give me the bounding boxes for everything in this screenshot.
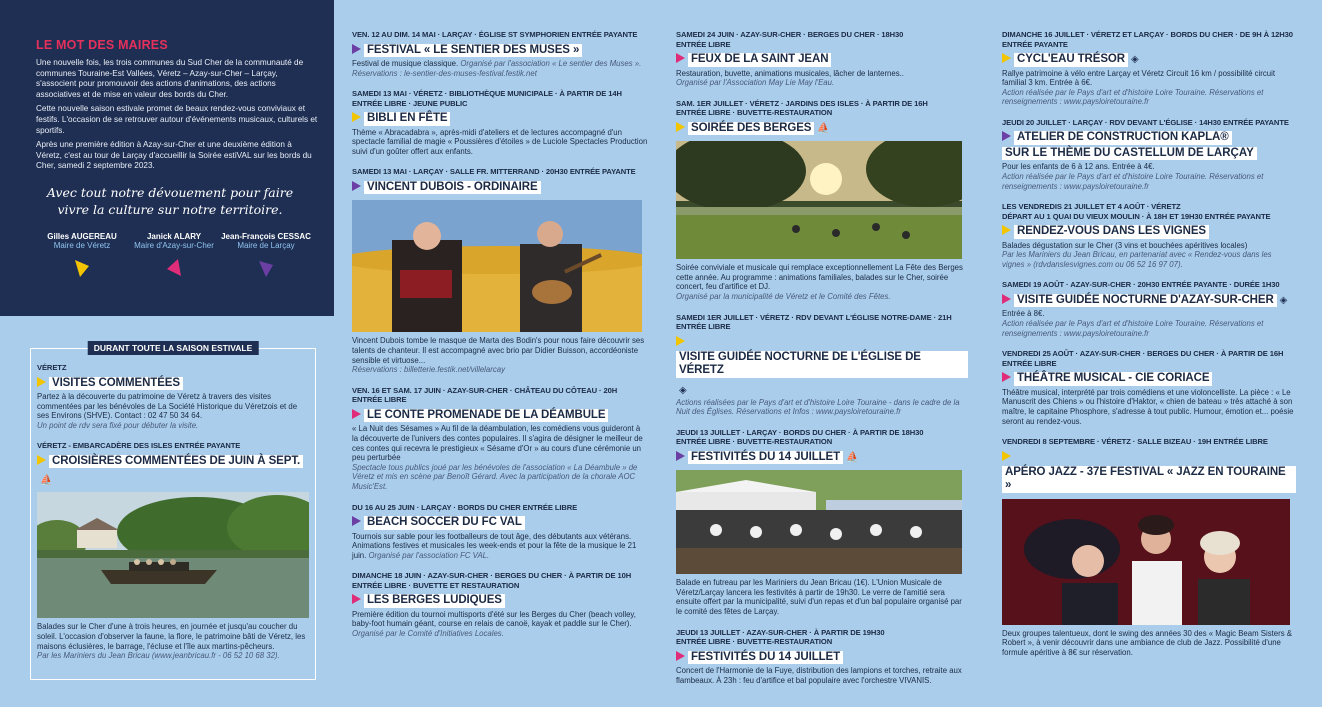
events-column-2 xyxy=(676,30,968,696)
event-beach-soccer xyxy=(352,503,648,561)
events-column-3 xyxy=(1002,30,1296,668)
sailboat-icon: ⛵ xyxy=(817,122,830,134)
event-tag: ENTRÉE PAYANTE xyxy=(1222,117,1289,127)
purple-flag-icon xyxy=(258,258,274,278)
event-title: RENDEZ-VOUS DANS LES VIGNES xyxy=(1014,225,1209,239)
event-title: APÉRO JAZZ - 37E FESTIVAL « JAZZ EN TOURAINE » xyxy=(1002,466,1296,493)
sailboat-icon: ⛵ xyxy=(846,451,859,463)
riverbank-photo xyxy=(676,141,962,259)
pays-art-histoire-icon: ◈ xyxy=(1279,294,1288,306)
event-title: VINCENT DUBOIS - ORDINAIRE xyxy=(364,181,541,195)
event-meta: JEUDI 13 JUILLET · AZAY-SUR-CHER · À PARTIR DE 19H30 xyxy=(676,627,885,637)
signers xyxy=(36,232,318,278)
event-desc: Partez à la découverte du patrimoine de Véretz à travers des visites commentées par les bénévoles de La Société Historique du Véretzois et de ses Environs (SHVE). Contact : 02 47 50 34 64. xyxy=(37,392,298,421)
musicians-photo xyxy=(352,200,642,332)
event-tag: ENTRÉE PAYANTE · DURÉE 1H30 xyxy=(1161,280,1280,290)
purple-flag-icon xyxy=(352,516,361,526)
event-meta-text: VÉRETZ - EMBARCADÈRE DES ISLES xyxy=(37,441,173,451)
mayors-paragraph-2: Cette nouvelle saison estivale promet de beaux rendez-vous conviviaux et festifs. L'occasion de se retrouver autour d'événements musicaux, culturels et sportifs. xyxy=(36,104,318,135)
event-desc: Pour les enfants de 6 à 12 ans. Entrée à 4€. xyxy=(1002,162,1155,172)
pink-flag-icon xyxy=(1002,294,1011,304)
yellow-flag-icon xyxy=(37,455,46,465)
event-tag: ENTRÉE LIBRE xyxy=(1002,358,1057,368)
event-title: LE CONTE PROMENADE DE LA DÉAMBULE xyxy=(364,409,608,423)
yellow-flag-icon xyxy=(1002,225,1011,235)
event-title: VISITES COMMENTÉES xyxy=(49,377,183,391)
event-note: Par les Mariniers du Jean Bricau, en partenariat avec « Rendez-vous dans les vignes » (rdvdanslesvignes.com ou 06 52 16 97 07). xyxy=(1002,250,1272,269)
event-tag: ENTRÉE LIBRE xyxy=(676,322,731,332)
event-rdv-vignes xyxy=(1002,202,1296,269)
event-title: THÉÂTRE MUSICAL - CIE CORIACE xyxy=(1014,372,1212,386)
mayors-paragraph-1: Une nouvelle fois, les trois communes du Sud Cher de la communauté de communes Touraine-Est Vallées, Véretz – Azay-sur-Cher – Larçay, s'associent pour promouvoir des actions d'animations, des actions associatives et de mise en valeur des bords du Cher. xyxy=(36,58,304,99)
event-desc: Entrée à 8€. xyxy=(1002,309,1045,319)
event-soiree-berges xyxy=(676,99,968,302)
signer-name: Janick ALARY xyxy=(146,231,202,241)
event-croisieres xyxy=(37,441,309,660)
event-cycleau-tresor xyxy=(1002,30,1296,107)
event-note: Action réalisée par le Pays d'art et d'histoire Loire Touraine. Réservations et renseignements : www.paysloiretouraine.fr xyxy=(1002,319,1264,338)
event-tag: ENTRÉE PAYANTE xyxy=(174,441,241,451)
signer-name: Jean-François CESSAC xyxy=(221,231,311,241)
event-desc: Vincent Dubois tombe le masque de Marta des Bodin's pour nous faire découvrir ses talents de chanteur. Il est accompagné avec brio par Didier Buisson, accordéoniste sensible et virtuose... xyxy=(352,336,645,365)
event-meta-text: DÉPART AU 1 QUAI DU VIEUX MOULIN · À 18H ET 19H30 xyxy=(1002,211,1203,221)
event-title: LES BERGES LUDIQUES xyxy=(364,594,505,608)
pink-flag-icon xyxy=(1002,372,1011,382)
event-tag: ENTRÉE PAYANTE xyxy=(1002,39,1068,49)
event-meta: VENDREDI 25 AOÛT · AZAY-SUR-CHER · BERGES DU CHER · À PARTIR DE 16H xyxy=(1002,349,1284,359)
event-note: Actions réalisées par le Pays d'art et d'histoire Loire Touraine - dans le cadre de la Nuit des Églises. Réservations et Infos : www.paysloiretouraine.fr xyxy=(676,397,960,417)
event-desc xyxy=(352,59,648,78)
event-meta: VÉRETZ xyxy=(37,363,67,372)
event-meta: SAM. 1ER JUILLET · VÉRETZ · JARDINS DES ISLES · À PARTIR DE 16H xyxy=(676,98,928,108)
event-title: BIBLI EN FÊTE xyxy=(364,112,450,126)
signer-role: Maire de Véretz xyxy=(53,240,111,250)
event-tag: ENTRÉE LIBRE xyxy=(352,395,407,405)
event-festivites-azay xyxy=(676,628,968,686)
event-meta xyxy=(352,30,648,40)
event-meta: JEUDI 13 JUILLET · LARÇAY · BORDS DU CHER · À PARTIR DE 18H30 xyxy=(676,427,924,437)
event-meta xyxy=(1002,118,1296,128)
event-desc: Thème « Abracadabra », après-midi d'ateliers et de lectures accompagné d'un spectacle familial de magie « Poussières d'étoiles » de Luciole Spectacles Production suivi d'un goûter offert aux enfants. xyxy=(352,127,648,156)
event-note: Spectacle tous publics joué par les bénévoles de l'association « La Déambule » de Véretz et mis en scène par Benoît Gérard. Avec la participation de la chorale AOC Music'Est. xyxy=(352,462,638,491)
event-note: Organisé par la municipalité de Véretz et le Comité des Fêtes. xyxy=(676,291,891,301)
event-tag: ENTRÉE LIBRE · BUVETTE-RESTAURATION xyxy=(676,108,833,118)
yellow-flag-icon xyxy=(1002,451,1011,461)
event-meta: SAMEDI 1ER JUILLET · VÉRETZ · RDV DEVANT L'ÉGLISE NOTRE-DAME · 21H xyxy=(676,312,952,322)
event-meta-text: SAMEDI 19 AOÛT · AZAY-SUR-CHER · 20H30 xyxy=(1002,280,1160,290)
event-title: CYCL'EAU TRÉSOR xyxy=(1014,53,1128,67)
event-note: Organisé par l'association FC VAL. xyxy=(368,550,490,560)
event-meta xyxy=(1002,280,1296,290)
event-desc: Restauration, buvette, animations musicales, lâcher de lanternes.. xyxy=(676,68,904,78)
event-title: VISITE GUIDÉE NOCTURNE D'AZAY-SUR-CHER xyxy=(1014,294,1277,308)
event-feux-saint-jean xyxy=(676,30,968,88)
event-desc: « La Nuit des Sésames » Au fil de la déambulation, les comédiens vous guideront à la découverte de l'univers des contes populaires. Il s'agira de désigner le meilleur de ces contes qui recevra le prestigieux « Sésame d'Or » au cours d'une cérémonie un peu perturbée xyxy=(352,424,643,463)
event-title: FEUX DE LA SAINT JEAN xyxy=(688,53,831,67)
event-desc-text: Festival de musique classique. xyxy=(352,59,459,68)
event-desc xyxy=(352,610,648,639)
events-column-1 xyxy=(352,30,648,650)
signer-veretz xyxy=(36,232,128,278)
mayors-title: LE MOT DES MAIRES xyxy=(36,38,168,52)
event-title: FESTIVITÉS DU 14 JUILLET xyxy=(688,651,843,665)
event-meta xyxy=(352,503,648,513)
purple-flag-icon xyxy=(352,181,361,191)
event-festivites-larcay xyxy=(676,428,968,617)
event-meta: SAMEDI 13 MAI · VÉRETZ · BIBLIOTHÈQUE MUNICIPALE · À PARTIR DE 14H xyxy=(352,89,622,99)
event-desc: Théâtre musical, interprété par trois comédiens et une violoncelliste. La pièce : « Le Manuscrit des Chiens » ou l'histoire d'Haktor, « chien de bateau » très attaché à son maître, le capitaine Phosphore, s'adresse à tout public. Humour, émotion et... poésie seront au rendez-vous. xyxy=(1002,387,1294,426)
event-meta xyxy=(352,167,648,177)
event-note: Réservations : billetterie.festik.net/villelarcay xyxy=(352,365,505,375)
event-apero-jazz xyxy=(1002,437,1296,657)
event-meta: VEN. 16 ET SAM. 17 JUIN · AZAY-SUR-CHER · CHÂTEAU DU CÔTEAU · 20H xyxy=(352,385,618,395)
event-title-line-2: SUR LE THÈME DU CASTELLUM DE LARÇAY xyxy=(1002,147,1257,161)
event-desc-text: Tournois sur sable pour les footballeurs de tout âge, des débutants aux vétérans. Animations festives et musicales les week-ends et pour la fête de la musique le 21 juin. xyxy=(352,531,637,560)
event-berges-ludiques xyxy=(352,571,648,638)
yellow-flag-icon xyxy=(74,258,90,278)
pink-flag-icon xyxy=(676,651,685,661)
event-desc: Balades dégustation sur le Cher (3 vins et bouchées apéritives locales) xyxy=(1002,240,1248,250)
event-title: FESTIVAL « LE SENTIER DES MUSES » xyxy=(364,44,582,58)
event-title: FESTIVITÉS DU 14 JUILLET xyxy=(688,451,843,465)
boat-photo xyxy=(37,492,309,618)
event-title: VISITE GUIDÉE NOCTURNE DE L'ÉGLISE DE VÉRETZ xyxy=(676,351,968,378)
event-desc-text: Première édition du tournoi multisports d'été sur les Berges du Cher (beach volley, baby-foot humain géant, course en relais de canoë, kayak et paddle sur le Cher). xyxy=(352,609,636,629)
signer-role: Maire d'Azay-sur-Cher xyxy=(134,240,214,250)
event-conte-promenade xyxy=(352,386,648,492)
purple-flag-icon xyxy=(676,451,685,461)
event-note: Par les Mariniers du Jean Bricau (www.jeanbricau.fr - 06 52 10 68 32). xyxy=(37,651,280,661)
event-meta: SAMEDI 24 JUIN · AZAY-SUR-CHER · BERGES DU CHER · 18H30 xyxy=(676,30,904,39)
yellow-flag-icon xyxy=(1002,53,1011,63)
event-note: Organisé par le Comité d'Initiatives Locales. xyxy=(352,628,504,638)
event-tag: ENTRÉE LIBRE · BUVETTE-RESTAURATION xyxy=(676,637,833,647)
purple-flag-icon xyxy=(352,44,361,54)
event-desc: Deux groupes talentueux, dont le swing des années 30 des « Magic Beam Sisters & Robert », à venir découvrir dans une ambiance de club de Jazz. Possibilité d'une formule apéritive à 8€ sur réservation. xyxy=(1002,628,1292,657)
pink-flag-icon xyxy=(676,53,685,63)
event-note: Action réalisée par le Pays d'art et d'histoire Loire Touraine. Réservations et renseignements : www.paysloiretouraine.fr xyxy=(1002,171,1264,191)
sailboat-icon: ⛵ xyxy=(40,475,53,487)
mayors-word-panel xyxy=(0,0,334,316)
event-tag: ENTRÉE PAYANTE xyxy=(571,30,638,39)
event-meta: DIMANCHE 18 JUIN · AZAY-SUR-CHER · BERGES DU CHER · À PARTIR DE 10H xyxy=(352,571,632,581)
event-eglise-veretz xyxy=(676,313,968,417)
yellow-flag-icon xyxy=(676,122,685,132)
event-title: ATELIER DE CONSTRUCTION KAPLA® xyxy=(1014,131,1232,145)
signer-role: Maire de Larçay xyxy=(237,240,295,250)
event-note: Un point de rdv sera fixé pour débuter la visite. xyxy=(37,420,199,430)
season-title: DURANT TOUTE LA SAISON ESTIVALE xyxy=(88,341,259,355)
signer-name: Gilles AUGEREAU xyxy=(47,231,117,241)
event-meta xyxy=(1002,437,1296,447)
purple-flag-icon xyxy=(1002,131,1011,141)
event-festival-muses xyxy=(352,30,648,78)
event-title: BEACH SOCCER DU FC VAL xyxy=(364,516,525,530)
yellow-flag-icon xyxy=(352,112,361,122)
pays-art-histoire-icon: ◈ xyxy=(679,384,687,396)
event-desc: Concert de l'Harmonie de la Fuye, distribution des lampions et torches, retraite aux flambeaux. À 23h : feu d'artifice et bal populaire avec l'orchestre VIVANIS. xyxy=(676,666,962,685)
event-nocturne-azay xyxy=(1002,280,1296,338)
event-meta-text: DU 16 AU 25 JUIN · LARÇAY · BORDS DU CHER xyxy=(352,502,521,512)
event-meta-text: JEUDI 20 JUILLET · LARÇAY · RDV DEVANT L'ÉGLISE · 14H30 xyxy=(1002,117,1221,127)
pink-flag-icon xyxy=(352,594,361,604)
event-desc: Balade en futreau par les Mariniers du Jean Bricau (1€). L'Union Musicale de Véretz/Larçay lancera les festivités à partir de 19h30. Le verre de l'amitié sera ensuite offert par la municipalité, suivi d'un repas et d'un bal populaire organisé par le comité des fêtes de Larçay. xyxy=(676,578,962,617)
event-note: Action réalisée par le Pays d'art et d'histoire Loire Touraine. Réservations et renseignements : www.paysloiretouraine.fr xyxy=(1002,87,1264,107)
event-kapla xyxy=(1002,118,1296,191)
event-meta-text: VEN. 12 AU DIM. 14 MAI · LARÇAY · ÉGLISE ST SYMPHORIEN xyxy=(352,30,570,39)
event-note: Organisé par l'association « Le sentier des Muses ». Réservations : le-sentier-des-muses-festival.festik.net xyxy=(352,59,642,78)
event-tag: ENTRÉE LIBRE xyxy=(676,39,731,49)
event-tag: ENTRÉE LIBRE xyxy=(522,502,578,512)
event-tag: ENTRÉE LIBRE · BUVETTE ET RESTAURATION xyxy=(352,580,520,590)
event-meta-line-2 xyxy=(1002,212,1296,222)
event-bibli xyxy=(352,89,648,156)
event-desc: Rallye patrimoine à vélo entre Larçay et Véretz Circuit 16 km / possibilité circuit familial 3 km. Entrée à 6€. xyxy=(1002,68,1276,88)
event-desc: Balades sur le Cher d'une à trois heures, en journée et jusqu'au coucher du soleil. L'occasion d'observer la faune, la flore, le patrimoine bâti de Véretz, les maisons éclusières, le barrage, l'écluse et l'île aux martins-pêcheurs. xyxy=(37,622,306,651)
season-box xyxy=(30,343,316,680)
event-note: Organisé par l'Association May Lie May l'Eau. xyxy=(676,78,835,88)
event-tag: ENTRÉE LIBRE · JEUNE PUBLIC xyxy=(352,98,468,108)
event-vincent-dubois xyxy=(352,167,648,374)
event-title: CROISIÈRES COMMENTÉES DE JUIN À SEPT. xyxy=(49,455,303,469)
signer-larcay xyxy=(220,232,312,278)
event-meta: LES VENDREDIS 21 JUILLET ET 4 AOÛT · VÉRETZ xyxy=(1002,202,1181,212)
event-visites xyxy=(37,363,309,430)
event-meta: DIMANCHE 16 JUILLET · VÉRETZ ET LARÇAY · BORDS DU CHER · DE 9H À 12H30 xyxy=(1002,30,1293,39)
event-desc xyxy=(352,532,648,561)
event-tag: ENTRÉE PAYANTE xyxy=(569,167,636,177)
pink-flag-icon xyxy=(166,258,182,278)
signer-azay xyxy=(128,232,220,278)
event-meta-text: VENDREDI 8 SEPTEMBRE · VÉRETZ · SALLE BIZEAU · 19H xyxy=(1002,437,1212,447)
event-tag: ENTRÉE LIBRE xyxy=(1213,437,1268,447)
event-title: SOIRÉE DES BERGES xyxy=(688,122,814,136)
pink-flag-icon xyxy=(352,409,361,419)
yellow-flag-icon xyxy=(37,377,46,387)
concert-photo xyxy=(676,470,962,574)
event-tag: ENTRÉE PAYANTE xyxy=(1204,211,1271,221)
event-tag: ENTRÉE LIBRE · BUVETTE-RESTAURATION xyxy=(676,437,833,447)
event-desc: Soirée conviviale et musicale qui remplace exceptionnellement La Fête des Berges cette année. Au programme : animations familiales, balades sur le Cher, soirée concert, feu d'artifice et DJ. xyxy=(676,263,963,292)
event-meta-text: SAMEDI 13 MAI · LARÇAY · SALLE FR. MITTERRAND · 20H30 xyxy=(352,167,568,177)
event-meta xyxy=(37,441,309,451)
mayors-quote: Avec tout notre dévouement pour faire vivre la culture sur notre territoire. xyxy=(46,184,294,217)
jazz-singers-photo xyxy=(1002,499,1290,625)
pays-art-histoire-icon: ◈ xyxy=(1130,54,1139,65)
mayors-paragraph-3: Après une première édition à Azay-sur-Cher et une deuxième édition à Véretz, c'est au tour de Larçay d'accueillir la Soirée estiVAL sur les bords du Cher, samedi 2 septembre 2023. xyxy=(36,140,312,171)
yellow-flag-icon xyxy=(676,336,685,346)
event-theatre-musical xyxy=(1002,349,1296,426)
